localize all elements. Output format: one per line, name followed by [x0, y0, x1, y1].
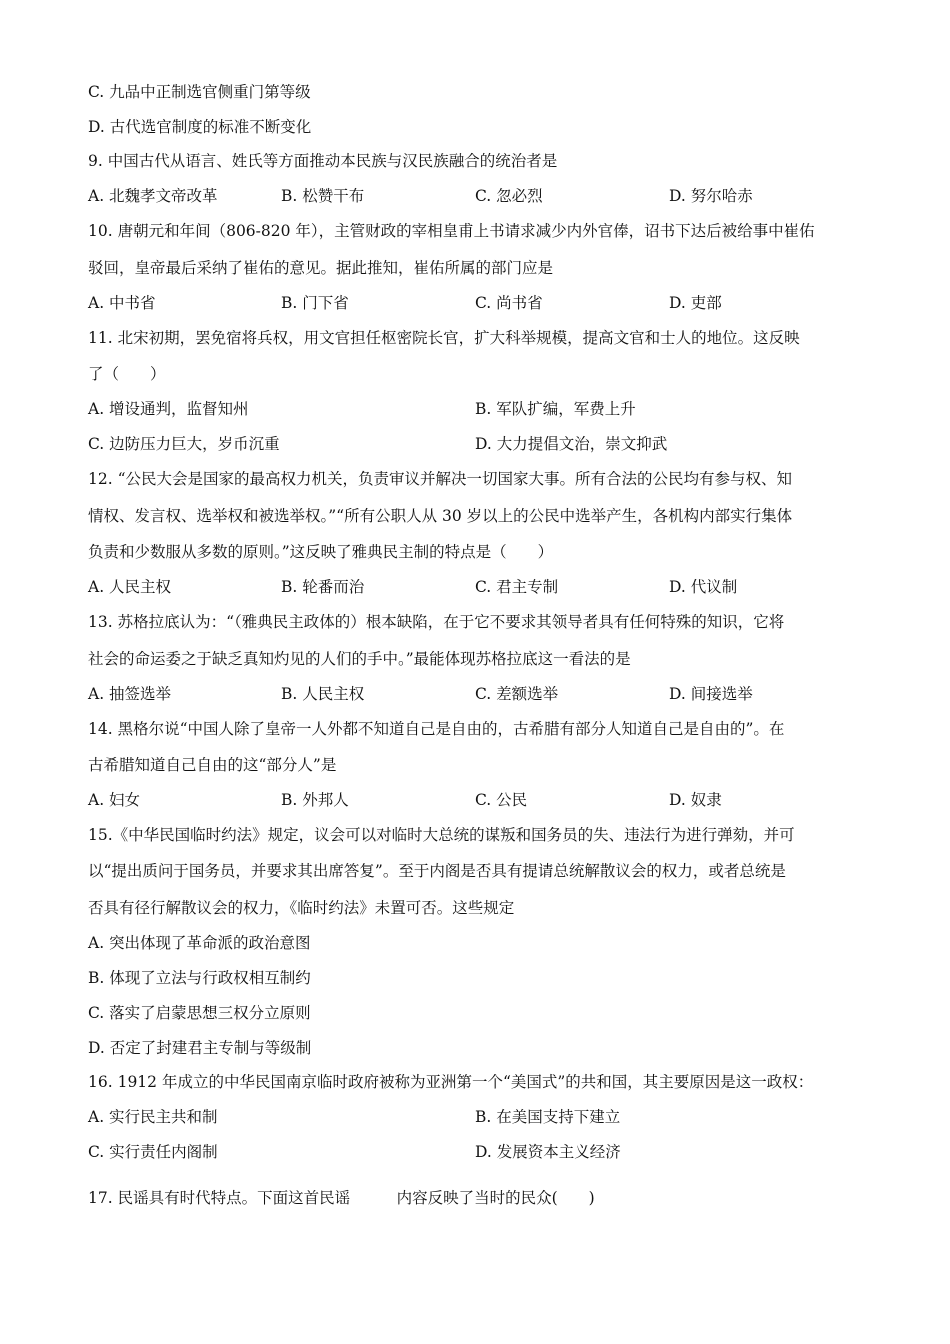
q12-option-a: A. 人民主权 — [88, 578, 172, 596]
q9-option-a: A. 北魏孝文帝改革 — [88, 187, 218, 205]
q11-stem-line-1: 11. 北宋初期，罢免宿将兵权，用文官担任枢密院长官，扩大科举规模，提高文官和士人的地位。这反映 — [88, 329, 800, 347]
q8-option-d: D. 古代选官制度的标准不断变化 — [88, 118, 312, 136]
q14-option-d: D. 奴隶 — [669, 791, 722, 809]
q10-stem-line-2: 驳回，皇帝最后采纳了崔佑的意见。据此推知，崔佑所属的部门应是 — [88, 259, 554, 277]
q13-stem-line-1: 13. 苏格拉底认为：“（雅典民主政体的）根本缺陷，在于它不要求其领导者具有任何特殊的知识，它将 — [88, 613, 785, 631]
q11-option-c: C. 边防压力巨大，岁币沉重 — [88, 435, 280, 453]
q12-stem-line-2: 情权、发言权、选举权和被选举权。”“所有公职人从 30 岁以上的公民中选举产生，各机构内部实行集体 — [88, 507, 793, 525]
q10-option-c: C. 尚书省 — [475, 294, 543, 312]
q12-stem-line-1: 12. “公民大会是国家的最高权力机关，负责审议并解决一切国家大事。所有合法的公民均有参与权、知 — [88, 470, 793, 488]
q11-option-a: A. 增设通判，监督知州 — [88, 400, 249, 418]
q15-option-c: C. 落实了启蒙思想三权分立原则 — [88, 1004, 311, 1022]
q12-option-d: D. 代议制 — [669, 578, 738, 596]
q15-option-d: D. 否定了封建君主专制与等级制 — [88, 1039, 312, 1057]
q12-option-c: C. 君主专制 — [475, 578, 559, 596]
q16-stem: 16. 1912 年成立的中华民国南京临时政府被称为亚洲第一个“美国式”的共和国，其主要原因是这一政权： — [88, 1073, 814, 1091]
q13-stem-line-2: 社会的命运委之于缺乏真知灼见的人们的手中。”最能体现苏格拉底这一看法的是 — [88, 650, 631, 668]
q12-stem-line-3: 负责和少数服从多数的原则。”这反映了雅典民主制的特点是（ ） — [88, 543, 554, 561]
q14-stem-line-1: 14. 黑格尔说“中国人除了皇帝一人外都不知道自己是自由的，古希腊有部分人知道自己是自由的”。在 — [88, 720, 785, 738]
q13-option-b: B. 人民主权 — [281, 685, 365, 703]
q9-option-b: B. 松赞干布 — [281, 187, 365, 205]
q14-option-c: C. 公民 — [475, 791, 528, 809]
q16-option-b: B. 在美国支持下建立 — [475, 1108, 621, 1126]
q10-stem-line-1: 10. 唐朝元和年间（806-820 年），主管财政的宰相皇甫上书请求减少内外官俸，诏书下达后被给事中崔佑 — [88, 222, 815, 240]
q11-option-d: D. 大力提倡文治，崇文抑武 — [475, 435, 668, 453]
q16-option-c: C. 实行责任内阁制 — [88, 1143, 218, 1161]
q16-option-d: D. 发展资本主义经济 — [475, 1143, 621, 1161]
q10-option-b: B. 门下省 — [281, 294, 349, 312]
q11-option-b: B. 军队扩编，军费上升 — [475, 400, 636, 418]
q16-option-a: A. 实行民主共和制 — [88, 1108, 218, 1126]
q13-option-d: D. 间接选举 — [669, 685, 753, 703]
q13-option-a: A. 抽签选举 — [88, 685, 172, 703]
q9-option-d: D. 努尔哈赤 — [669, 187, 753, 205]
q15-stem-line-3: 否具有径行解散议会的权力，《临时约法》未置可否。这些规定 — [88, 899, 515, 917]
q13-option-c: C. 差额选举 — [475, 685, 559, 703]
q9-option-c: C. 忽必烈 — [475, 187, 543, 205]
q10-option-a: A. 中书省 — [88, 294, 156, 312]
q14-option-a: A. 妇女 — [88, 791, 141, 809]
q11-stem-line-2: 了（ ） — [88, 365, 166, 383]
q15-stem-line-1: 15.《中华民国临时约法》规定，议会可以对临时大总统的谋叛和国务员的失、违法行为进行弹劾，并可 — [88, 826, 795, 844]
q17-stem: 17. 民谣具有时代特点。下面这首民谣 内容反映了当时的民众( ) — [88, 1189, 595, 1207]
q12-option-b: B. 轮番而治 — [281, 578, 365, 596]
q14-stem-line-2: 古希腊知道自己自由的这“部分人”是 — [88, 756, 337, 774]
q8-option-c: C. 九品中正制选官侧重门第等级 — [88, 83, 311, 101]
q15-option-a: A. 突出体现了革命派的政治意图 — [88, 934, 311, 952]
q14-option-b: B. 外邦人 — [281, 791, 349, 809]
q9-stem: 9. 中国古代从语言、姓氏等方面推动本民族与汉民族融合的统治者是 — [88, 152, 558, 170]
q15-stem-line-2: 以“提出质问于国务员，并要求其出席答复”。至于内阁是否具有提请总统解散议会的权力，或者总统是 — [88, 862, 786, 880]
q15-option-b: B. 体现了立法与行政权相互制约 — [88, 969, 311, 987]
q10-option-d: D. 吏部 — [669, 294, 722, 312]
